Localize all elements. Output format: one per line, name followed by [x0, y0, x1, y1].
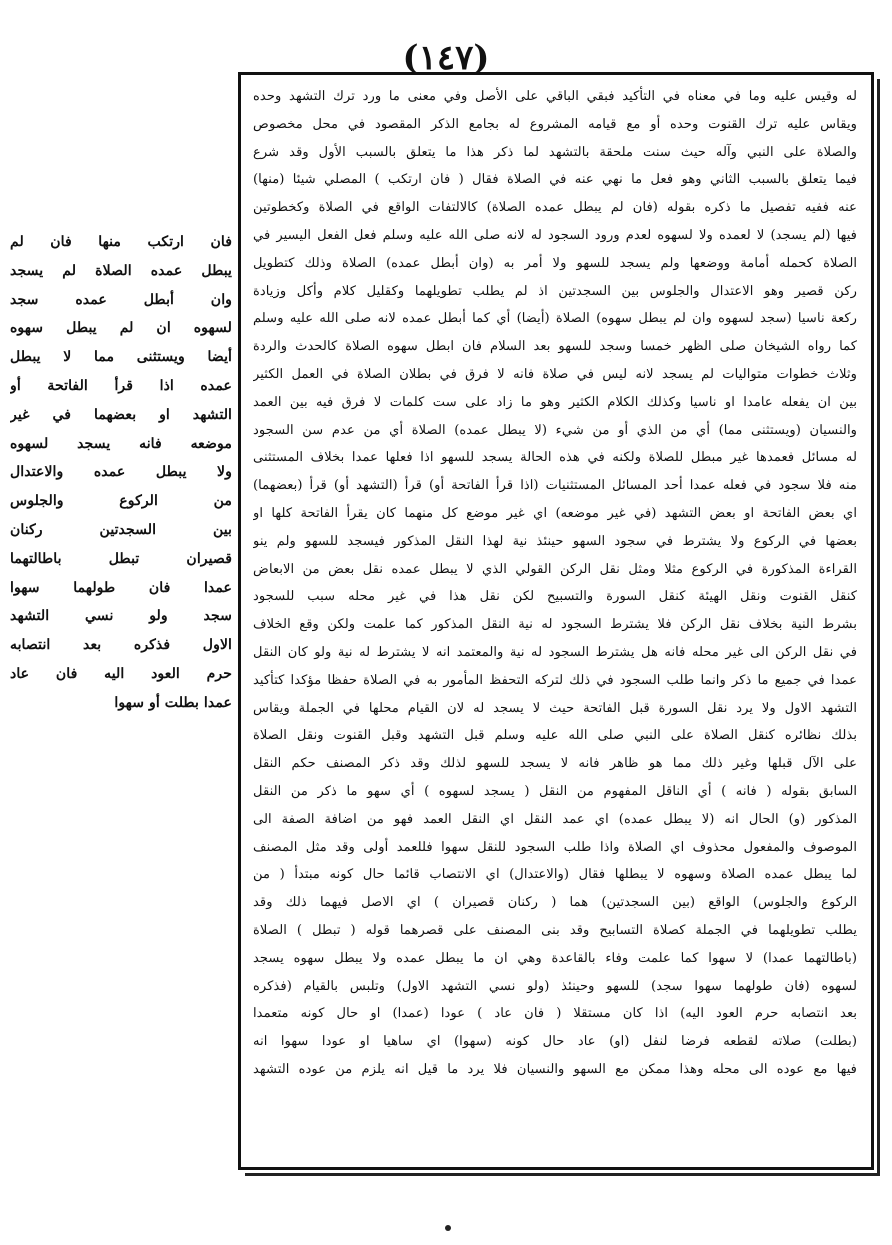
commentary-line: لما يبطل عمده الصلاة وسهوه لا يبطلها فقال (والاعتدال) اي الانتصاب قائما حال كونه مبتدأ ( من: [253, 867, 857, 883]
commentary-line: بعد انتصابه حرم العود اليه) اذا كان مستقلا ( فان عاد ) عودا (عمدا) او حال كونه متعمدا: [253, 1006, 857, 1022]
commentary-line: بعضها في الركوع ولا يشترط في سجود السهو حينئذ نية لهذا النقل المذكور فيسجد للسهو ولم ينو: [253, 533, 857, 549]
commentary-line: فيها (لم يسجد) لا لعمده ولا لسهوه لعدم ورود السجود له لانه صلى الله عليه وسلم فعل الفعل اليسير في: [253, 227, 857, 243]
commentary-line: فيها مع عوده الى محله وهذا ممكن مع السهو والنسيان فلا يرد ما قيل انه يلزم من عوده التشهد: [253, 1061, 857, 1077]
commentary-line: الركوع والجلوس) الواقع (بين السجدتين) هما ( ركنان قصيران ) اي الاصل فيهما ذلك وقد: [253, 895, 857, 911]
commentary-line: والصلاة على النبي وآله حيث سنت ملحقة بالتشهد لما ذكر هذا ما يتعلق بالسبب الأول وقد شرع: [253, 144, 857, 160]
commentary-line: في نقل الركن الى غير محله فانه هل يشترط السجود له نية والمعتمد انه لا يشترط له نية ولو كان النقل: [253, 644, 857, 660]
commentary-line: (باطالتهما عمدا) لا سهوا كما علمت وفاء بالقاعدة وهي ان ما يبطل عمده ولا يبطل سهوه يسجد: [253, 950, 857, 966]
matn-line: عمدا فان طولهما سهوا: [10, 579, 232, 596]
commentary-line: التشهد الاول ولا يرد نقل السورة قبل الفاتحة حيث لا يسجد له لان القيام محلها في الجملة ويقاس: [253, 700, 857, 716]
matn-line: من الركوع والجلوس: [10, 493, 232, 510]
matn-line: أيضا ويستثنى مما لا يبطل: [10, 349, 232, 366]
matn-line: فان ارتكب منها فان لم: [10, 234, 232, 250]
commentary-line: (بطلت) صلاته لقطعه فرضا لنفل (او) عاد حال كونه (سهوا) اي ساهيا او عودا سهوا انه: [253, 1034, 857, 1050]
commentary-line: ويقاس عليه ترك القنوت وحده أو مع قيامه المشروع له بجامع الذكر المقصود في محل مخصوص: [253, 116, 857, 132]
matn-line: ولا يبطل عمده والاعتدال: [10, 464, 232, 481]
matn-line: لسهوه ان لم يبطل سهوه: [10, 320, 232, 337]
commentary-line: السابق بقوله ( فانه ) أي الناقل المفهوم من النقل ( يسجد لسهوه ) أي سهو ما ذكر من النقل: [253, 783, 857, 799]
matn-line: عمده اذا قرأ الفاتحة أو: [10, 377, 232, 394]
commentary-line: منه فلا سجود في فعله عمدا أحد المسائل المستثنيات (اذا قرأ الفاتحة أو) قرأ (التشهد أو) قرأ (بعضهما): [253, 478, 857, 494]
main-commentary-text: [253, 83, 857, 1084]
commentary-line: وثلاث خطوات متواليات لم يسجد لانه ليس في صلاة فانه لا فرق في بطلان الصلاة في العمل الكثير: [253, 366, 857, 382]
commentary-line: الصلاة كحمله أمامة ووضعها ولم يسجد للسهو ولا أمر به (وان أبطل عمده) الصلاة وذلك كتطويل: [253, 255, 857, 271]
main-commentary-frame: [238, 72, 874, 1170]
margin-matn-text: [10, 228, 232, 718]
commentary-line: بذلك نظائره كنقل الصلاة على النبي صلى الله عليه وسلم قبل التشهد وقبل القنوت ونقل الصلاة: [253, 728, 857, 744]
matn-line: التشهد او بعضهما في غير: [10, 406, 232, 423]
commentary-line: عمدا في جميع ما ذكر وانما طلب السجود في ذلك لتركه التحفظ المأمور به في الصلاة حفظا مؤكدا كتأكيد: [253, 672, 857, 688]
commentary-line: والنسيان (ويستثنى مما) أي من الذي أو من شيء (لا يبطل عمده) الصلاة أي من عدم سن السجود: [253, 422, 857, 438]
commentary-line: ركن قصير وهو الاعتدال والجلوس بين السجدتين اذ لم يطلب تطويلهما وكقليل كلام وأكل وزيادة: [253, 283, 857, 299]
matn-line: موضعه فانه يسجد لسهوه: [10, 435, 232, 452]
commentary-line: كما رواه الشيخان صلى الظهر خمسا وسجد للسهو بعد السلام فان ابطل سهوه الصلاة كالحدث والردة: [253, 339, 857, 355]
commentary-line: عنه ففيه تفصيل ما ذكره بقوله (فان لم يبطل عمده الصلاة) كالالتفات الواقع في الصلاة وكخطوتين: [253, 200, 857, 216]
matn-line: بين السجدتين ركنان: [10, 521, 232, 538]
matn-line: سجد ولو نسي التشهد: [10, 608, 232, 625]
commentary-line: الموصوف والمفعول محذوف اي الصلاة واذا طلب السجود للنقل سهوا فللعمد أولى وقد مثل المصنف: [253, 839, 857, 855]
footer-dot: [445, 1225, 451, 1231]
commentary-line: كنقل القنوت ونقل الهيئة كنقل السورة والتسبيح لكن نقل هذا في غير محله سبب للسجود: [253, 589, 857, 605]
commentary-line: القراءة المذكورة في الركوع مثلا ومثل نقل الركن القولي الذي لا يبطل عمده نقل بعض من الابعاض: [253, 561, 857, 577]
matn-line: يبطل عمده الصلاة لم يسجد: [10, 262, 232, 279]
commentary-line: يطلب تطويلهما في الجملة كصلاة التسابيح وقد بنى المصنف على قصرهما قوله ( تبطل ) الصلاة: [253, 922, 857, 938]
commentary-line: اي بعض الفاتحة او بعض التشهد (في غير موضعه) اي غير موضع كل منهما كان يقرأ الفاتحة كلها او: [253, 505, 857, 521]
commentary-line: بشرط النية بخلاف نقل الركن فلا يشترط السجود له نية النقل المذكور كما علمت ولكن وقع الخلاف: [253, 617, 857, 633]
matn-line: عمدا بطلت أو سهوا: [114, 694, 232, 711]
commentary-line: المذكور (و) الحال انه (لا يبطل عمده) اي عمد النقل اي النقل العمد فهو من اضافة الصفة الى: [253, 811, 857, 827]
commentary-line: فيما يتعلق بالسبب الثاني وهو فعل ما نهي عنه في الصلاة فقال ( فان ارتكب ) المصلي شيئا (منها): [253, 172, 857, 188]
matn-line: الاول فذكره بعد انتصابه: [10, 637, 232, 654]
matn-line: قصيران تبطل باطالتهما: [10, 550, 232, 567]
commentary-line: لسهوه (فان طولهما سهوا سجد) للسهو وحينئذ (ولو نسي التشهد الاول) وتلبس بالقيام (فذكره: [253, 978, 857, 994]
commentary-line: له وقيس عليه وما في معناه في التأكيد فبقي الباقي على الأصل وفي معنى ما ورد ترك التشهد وحده: [253, 89, 857, 104]
commentary-line: له مسائل فعمدها غير مبطل للصلاة ولكنه في هذه الحالة يسجد للسهو اذا فعلها عمدا بخلاف المستثنى: [253, 450, 857, 466]
matn-line: وان أبطل عمده سجد: [10, 291, 232, 308]
commentary-line: بين ان يفعله عامدا او ناسيا وكذلك الكلام الكثير وهو ما زاد على ست كلمات لا فرق فيه بين العمد: [253, 394, 857, 410]
commentary-line: ركعة ناسيا (سجد لسهوه وان لم يبطل سهوه) الصلاة (أيضا) أي كما أبطل عمده لانه صلى الله عليه وسلم: [253, 311, 857, 327]
commentary-line: على الآل قبلها وغير ذلك مما هو ظاهر فانه لا يسجد للسهو لذلك وقد ذكر المصنف حكم النقل: [253, 756, 857, 772]
page-number: (١٤٧): [402, 38, 490, 78]
matn-line: حرم العود اليه فان عاد: [10, 665, 232, 682]
